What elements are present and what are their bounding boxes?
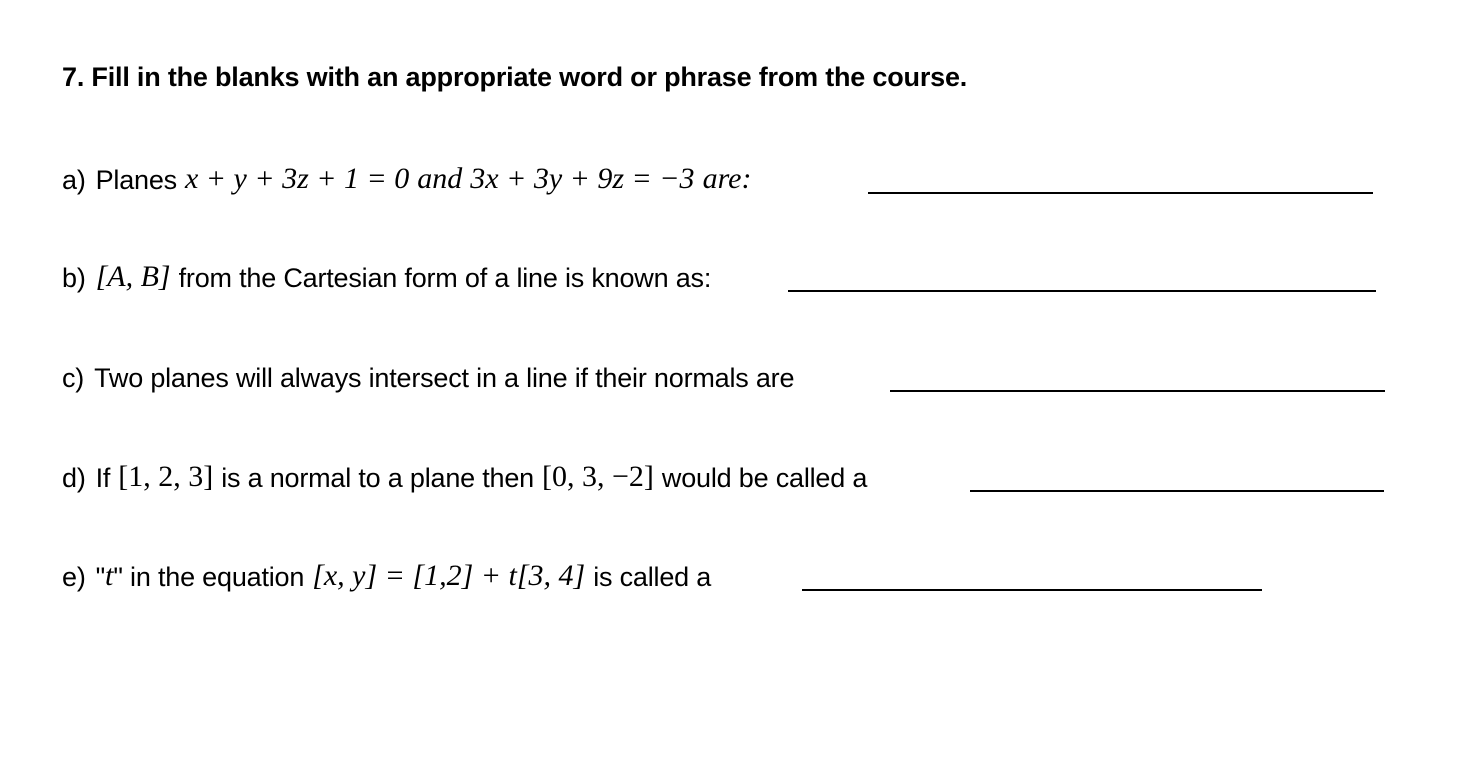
question-e-text-after: is called a (593, 562, 712, 592)
question-b-label: b) (62, 263, 86, 293)
question-d (62, 458, 867, 494)
answer-blank-c[interactable] (890, 390, 1385, 392)
question-b-vector: [A, B] (95, 260, 171, 293)
question-e-equation: [x, y] = [1,2] + t[3, 4] (312, 559, 586, 592)
question-d-label: d) (62, 463, 86, 493)
question-d-text-before: If (95, 463, 111, 493)
answer-blank-a[interactable] (868, 192, 1373, 194)
question-d-second-vector: [0, 3, −2] (542, 460, 654, 493)
question-b (62, 258, 711, 294)
question-e-quote-open: " (95, 562, 105, 592)
question-e-parameter: t (105, 559, 114, 592)
question-a-label: a) (62, 165, 86, 195)
question-a-plane-2: 3x + 3y + 9z = −3 (470, 162, 695, 195)
question-b-text: from the Cartesian form of a line is known as: (178, 263, 712, 293)
question-e-label: e) (62, 562, 86, 592)
question-e-text-mid: " in the equation (113, 562, 305, 592)
question-c-text: Two planes will always intersect in a line if their normals are (94, 363, 795, 393)
question-d-text-after: would be called a (661, 463, 868, 493)
answer-blank-b[interactable] (788, 290, 1376, 292)
question-c-label: c) (62, 363, 85, 393)
answer-blank-e[interactable] (802, 589, 1262, 591)
question-a-and: and (417, 162, 463, 195)
question-c (62, 358, 794, 394)
question-a-are: are: (702, 162, 752, 195)
question-d-normal-vector: [1, 2, 3] (118, 460, 214, 493)
question-a (62, 160, 751, 196)
answer-blank-d[interactable] (970, 490, 1384, 492)
question-a-text-before: Planes (95, 165, 177, 195)
question-a-plane-1: x + y + 3z + 1 = 0 (184, 162, 410, 195)
question-e (62, 557, 711, 593)
question-d-text-mid: is a normal to a plane then (221, 463, 535, 493)
question-title: 7. Fill in the blanks with an appropriate word or phrase from the course. (62, 62, 968, 92)
